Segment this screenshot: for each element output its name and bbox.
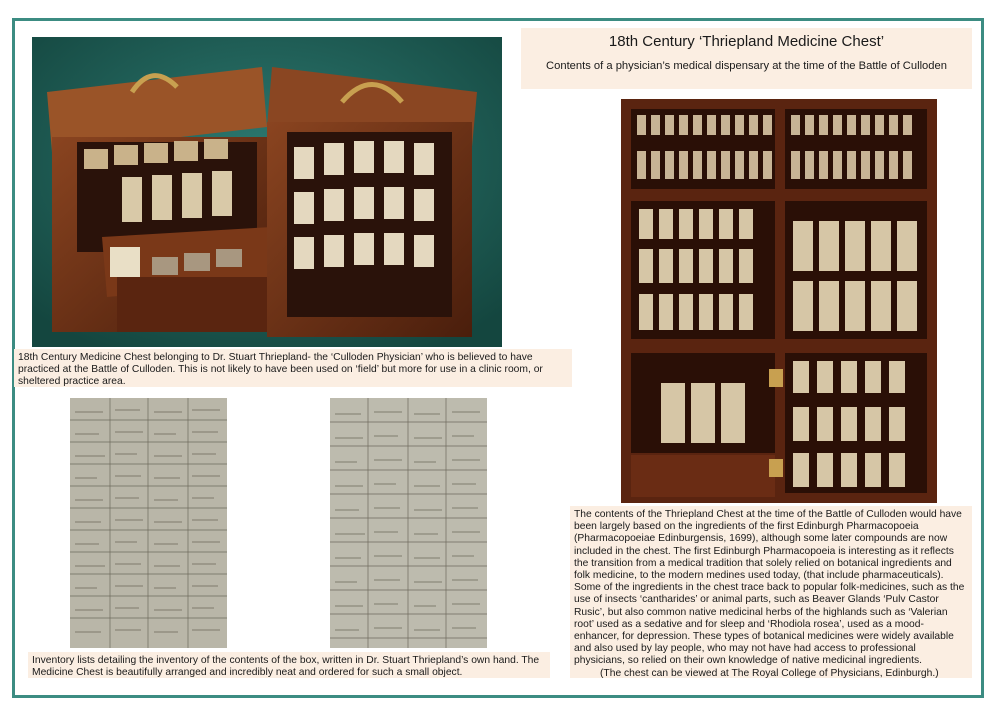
page-title: 18th Century ‘Thriepland Medicine Chest’	[608, 33, 885, 50]
contents-photo	[621, 99, 937, 503]
chest-caption-text: 18th Century Medicine Chest belonging to Dr. Stuart Thriepland- the ‘Culloden Physician’ who is believed to have practiced at the Battle of Culloden. This is not likely to have been used on ‘field’ but more for use in a clinic room, or sheltered practice area.	[18, 352, 543, 388]
inventory-caption-text: Inventory lists detailing the inventory of the contents of the box, written in Dr. Stuart Thriepland’s own hand. The Medicine Chest is beautifully arranged and incredibly neat and ordered for such a small object.	[32, 655, 540, 679]
inventory-page-right	[330, 398, 487, 648]
page-subtitle: Contents of a physician’s medical dispensary at the time of the Battle of Culloden	[546, 60, 947, 72]
chest-caption	[14, 349, 572, 387]
chest-photo	[32, 37, 502, 347]
contents-caption	[570, 506, 972, 678]
title-box	[521, 28, 972, 89]
viewing-note: (The chest can be viewed at The Royal College of Physicians, Edinburgh.)	[600, 667, 939, 679]
contents-caption-text: The contents of the Thriepland Chest at the time of the Battle of Culloden would have been largely based on the ingredients of the first Edinburgh Pharmacopoeia (Pharmacopoeiae Edinburgensis, 1699), although some later compounds are now included in the chest. The first Edinburgh Pharmacopoeia is interesting as it reflects the transition from a medical tradition that solely relied on botanical ingredients and folk medicine, to the modern medines used today, (that include pharmaceuticals). Some of the ingredients in the chest trace back to popular folk-medicines, such as the use of insects ‘cantharides’ or animal parts, such as Beaver Glands ‘Pulv Castor Rusic’, but also common native medicinal herbs of the highlands such as ‘Valerian root’ used as a sedative and for sleep and ‘Rhodiola rosea’, used as a mood-enhancer, for depression. These types of botanical medicines were widely available and also used by lay people, who may not have had access to professional physicians, so relied on their own knowledge of native medicinal ingredients.	[574, 509, 965, 667]
inventory-page-left	[70, 398, 227, 648]
inventory-caption	[28, 652, 550, 678]
